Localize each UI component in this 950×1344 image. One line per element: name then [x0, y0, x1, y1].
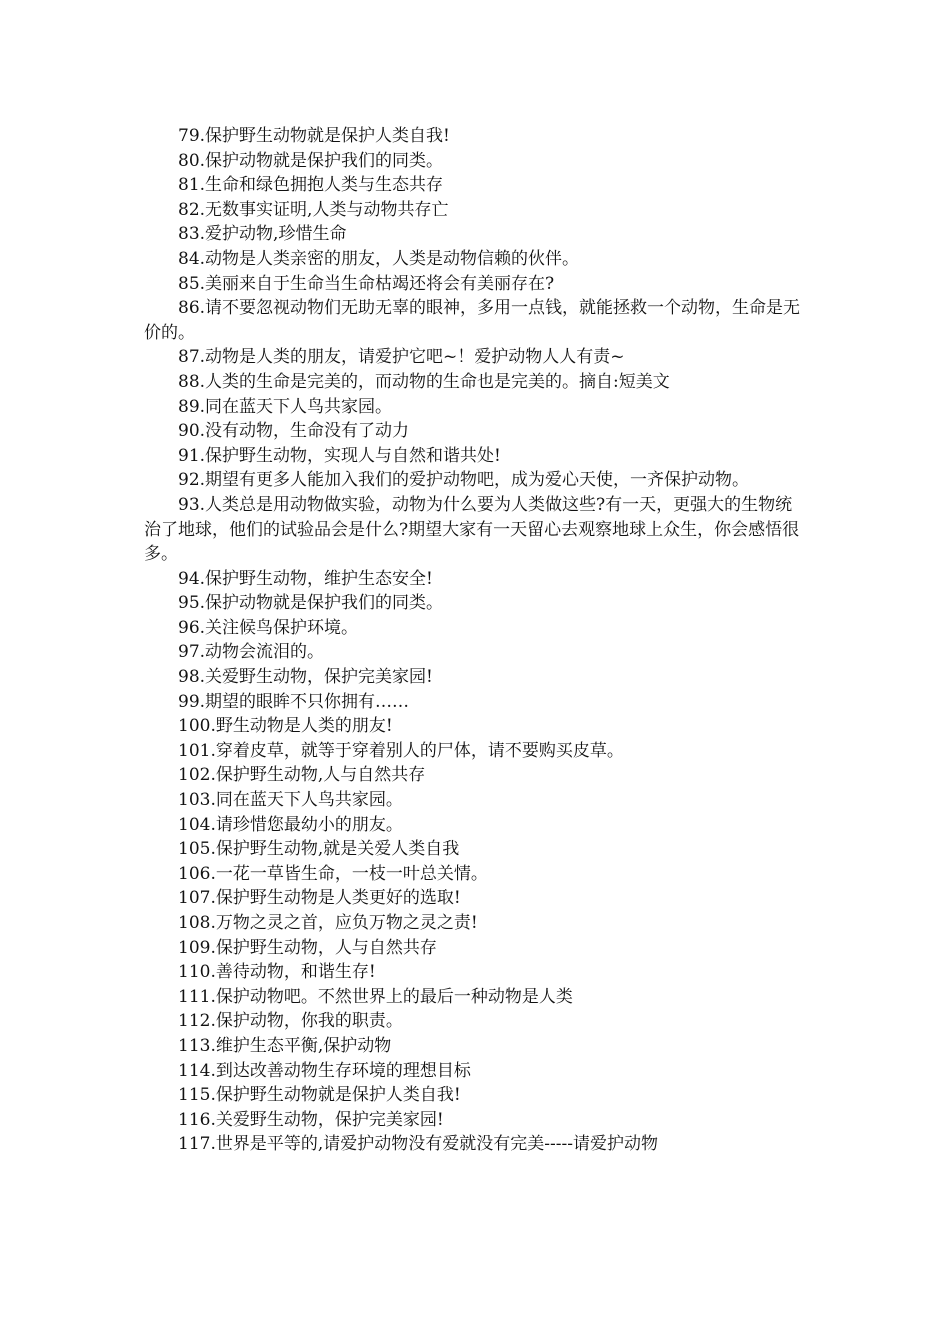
paragraph-114: 114.到达改善动物生存环境的理想目标: [178, 1060, 471, 1081]
paragraph-116: 116.关爱野生动物，保护完美家园!: [178, 1109, 444, 1130]
paragraph-113: 113.维护生态平衡,保护动物: [178, 1035, 392, 1056]
paragraph-106: 106.一花一草皆生命，一枝一叶总关情。: [178, 863, 488, 884]
paragraph-92: 92.期望有更多人能加入我们的爱护动物吧，成为爱心天使，一齐保护动物。: [178, 470, 750, 491]
paragraph-110: 110.善待动物，和谐生存!: [178, 962, 376, 983]
paragraph-100: 100.野生动物是人类的朋友!: [178, 716, 393, 737]
paragraph-117: 117.世界是平等的,请爱护动物没有爱就没有完美-----请爱护动物: [178, 1134, 658, 1155]
paragraph-86: 86.请不要忽视动物们无助无辜的眼神，多用一点钱，就能拯救一个动物，生命是无价的。: [144, 298, 801, 343]
paragraph-103: 103.同在蓝天下人鸟共家园。: [178, 790, 403, 811]
paragraph-90: 90.没有动物，生命没有了动力: [178, 421, 410, 442]
paragraph-107: 107.保护野生动物是人类更好的选取!: [178, 888, 461, 909]
document-body: [144, 124, 809, 1157]
paragraph-80: 80.保护动物就是保护我们的同类。: [178, 150, 444, 171]
paragraph-91: 91.保护野生动物，实现人与自然和谐共处!: [178, 445, 501, 466]
paragraph-87: 87.动物是人类的朋友，请爱护它吧~！爱护动物人人有责~: [178, 347, 625, 368]
paragraph-82: 82.无数事实证明,人类与动物共存亡: [178, 199, 449, 220]
paragraph-88: 88.人类的生命是完美的，而动物的生命也是完美的。摘自:短美文: [178, 371, 670, 392]
paragraph-108: 108.万物之灵之首，应负万物之灵之责!: [178, 913, 478, 933]
paragraph-85: 85.美丽来自于生命当生命枯竭还将会有美丽存在?: [178, 273, 555, 294]
paragraph-104: 104.请珍惜您最幼小的朋友。: [178, 814, 403, 835]
paragraph-102: 102.保护野生动物,人与自然共存: [178, 765, 426, 786]
paragraph-97: 97.动物会流泪的。: [178, 642, 325, 663]
paragraph-84: 84.动物是人类亲密的朋友，人类是动物信赖的伙伴。: [178, 248, 580, 269]
paragraph-93: 93.人类总是用动物做实验，动物为什么要为人类做这些?有一天，更强大的生物统治了地球，他们的试验品会是什么?期望大家有一天留心去观察地球上众生，你会感悟很多。: [144, 494, 800, 565]
paragraph-95: 95.保护动物就是保护我们的同类。: [178, 593, 444, 614]
paragraph-81: 81.生命和绿色拥抱人类与生态共存: [178, 175, 444, 196]
paragraph-101: 101.穿着皮草，就等于穿着别人的尸体，请不要购买皮草。: [178, 740, 624, 761]
paragraph-83: 83.爱护动物,珍惜生命: [178, 224, 347, 245]
paragraph-111: 111.保护动物吧。不然世界上的最后一种动物是人类: [178, 986, 573, 1007]
paragraph-105: 105.保护野生动物,就是关爱人类自我: [178, 839, 460, 860]
paragraph-94: 94.保护野生动物，维护生态安全!: [178, 568, 433, 589]
paragraph-99: 99.期望的眼眸不只你拥有……: [178, 691, 410, 712]
paragraph-98: 98.关爱野生动物，保护完美家园!: [178, 667, 433, 688]
paragraph-96: 96.关注候鸟保护环境。: [178, 617, 359, 638]
paragraph-109: 109.保护野生动物，人与自然共存: [178, 937, 437, 958]
paragraph-112: 112.保护动物，你我的职责。: [178, 1011, 403, 1032]
paragraph-89: 89.同在蓝天下人鸟共家园。: [178, 396, 393, 417]
paragraph-115: 115.保护野生动物就是保护人类自我!: [178, 1085, 461, 1106]
paragraph-79: 79.保护野生动物就是保护人类自我!: [178, 126, 450, 146]
